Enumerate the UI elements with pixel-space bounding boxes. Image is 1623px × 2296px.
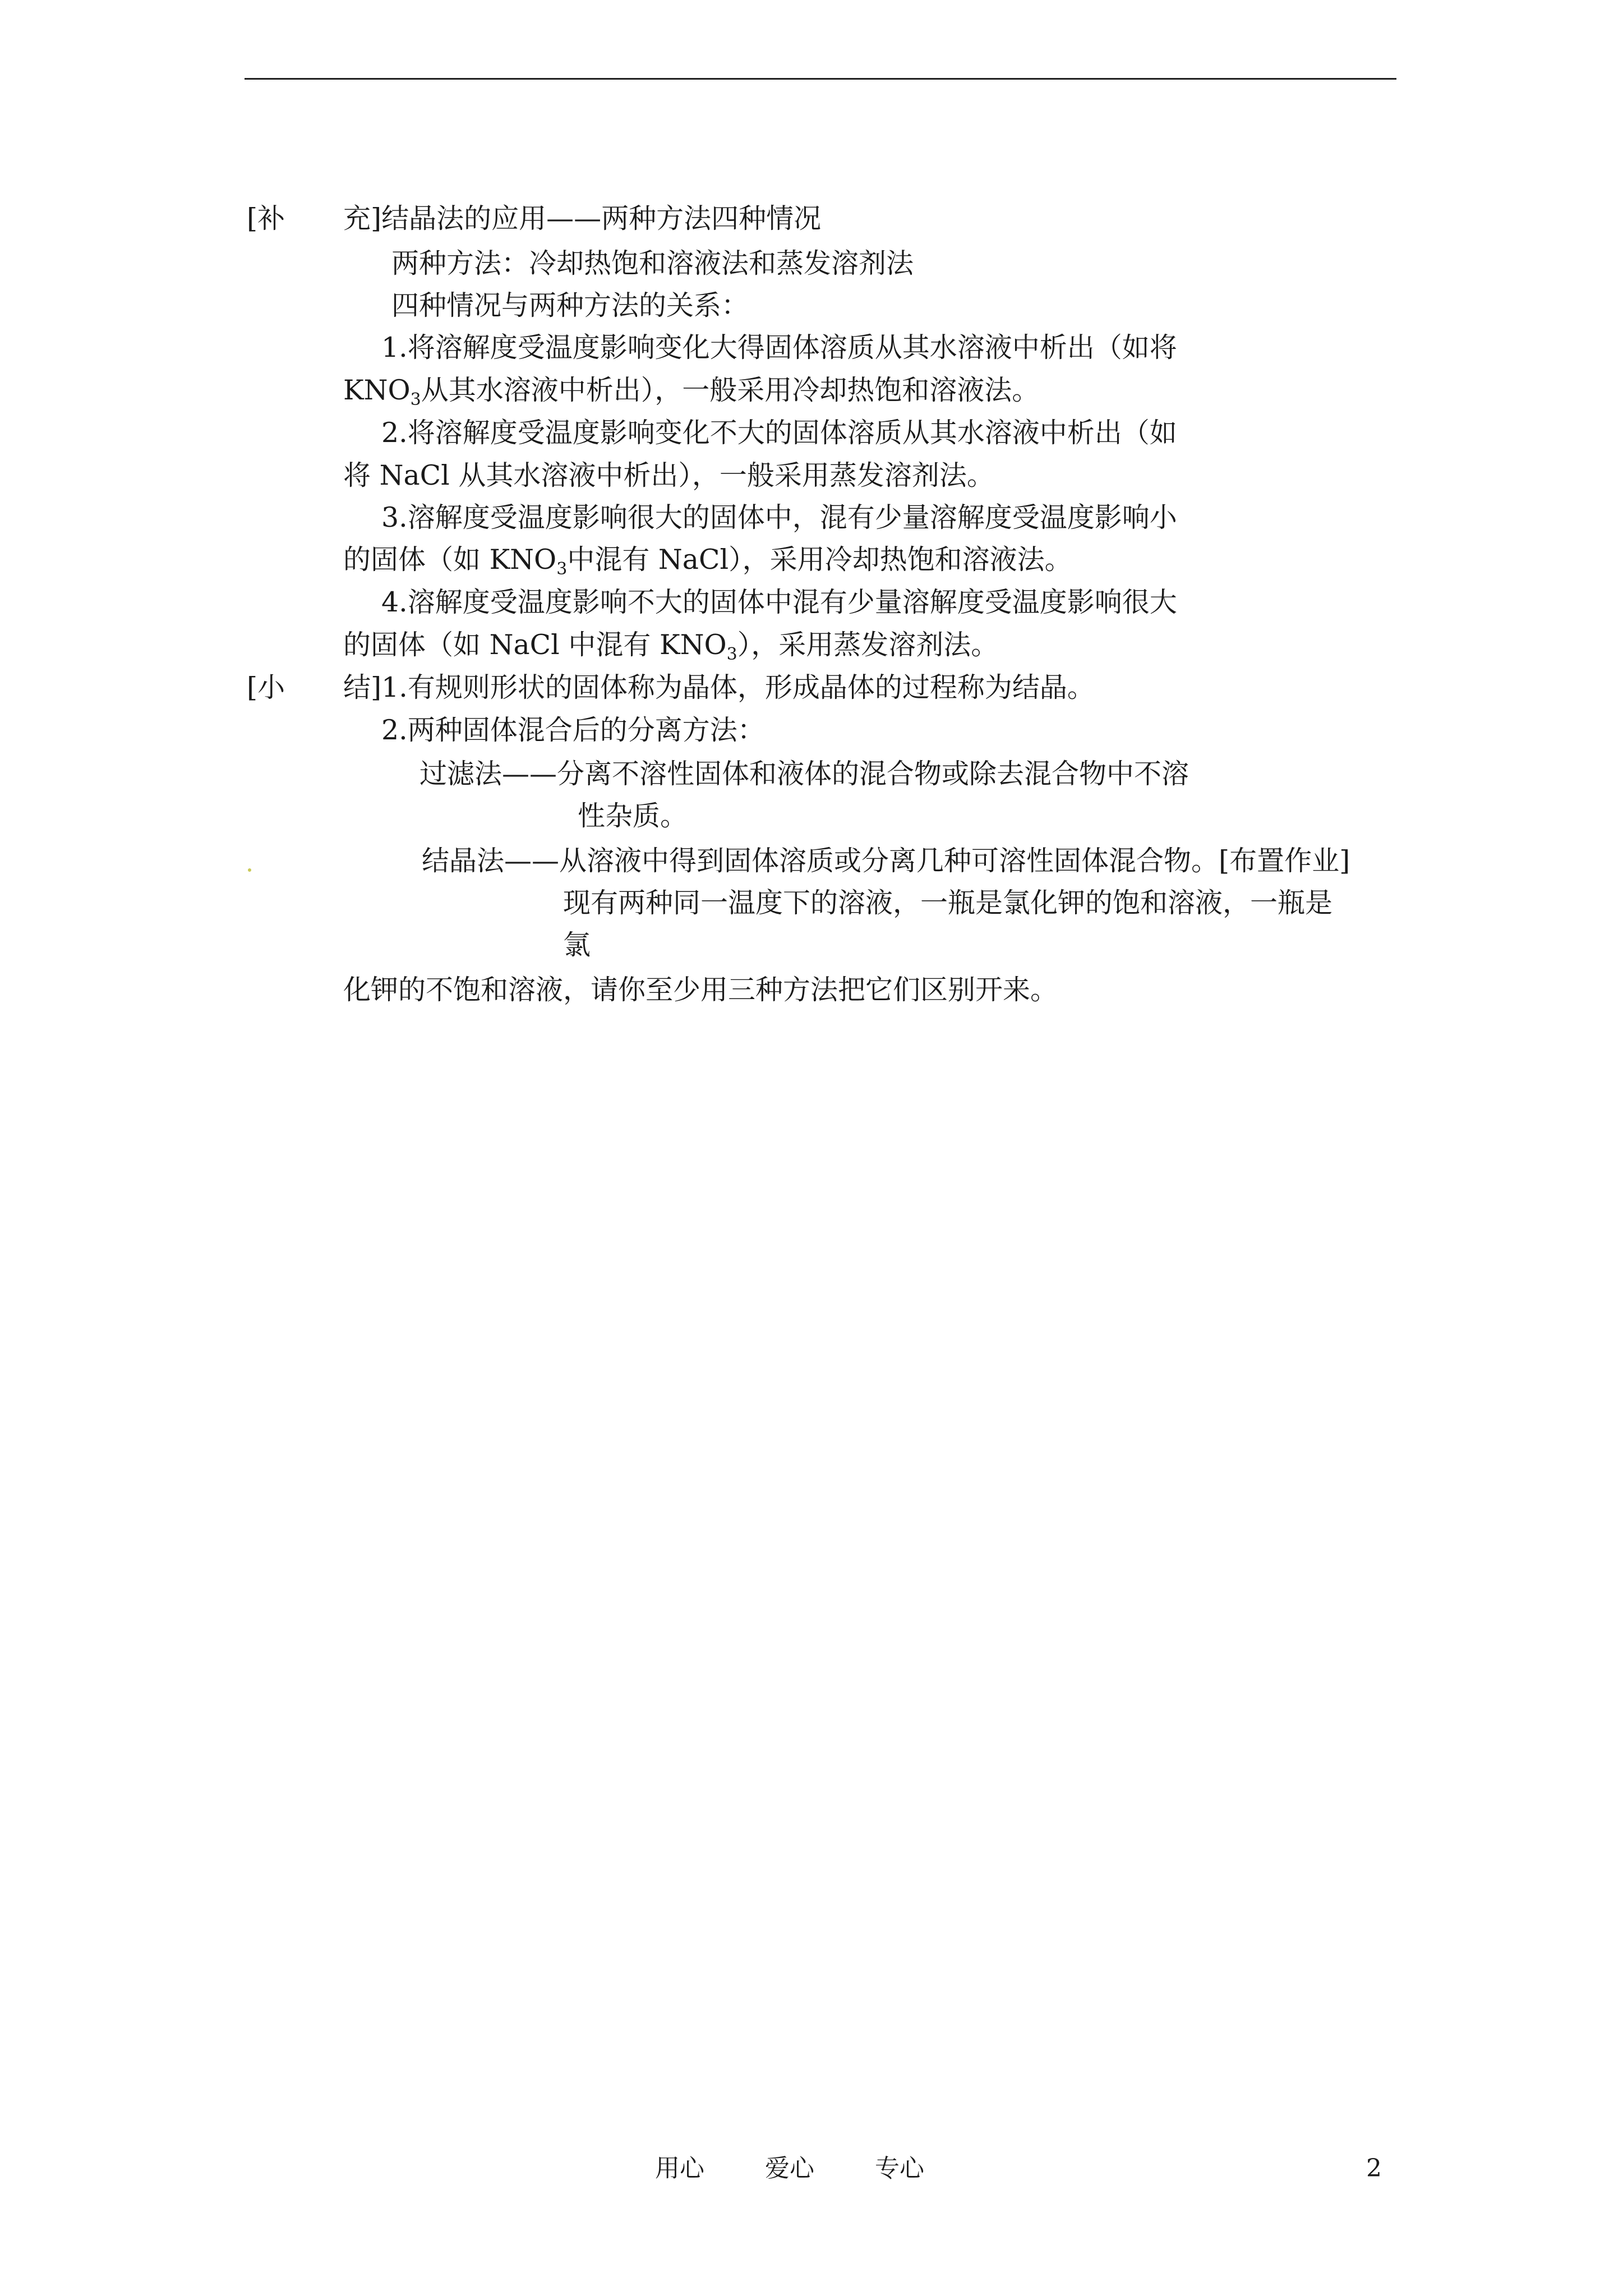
filtration-line-a: 过滤法——分离不溶性固体和液体的混合物或除去混合物中不溶: [419, 758, 1189, 790]
item1-line-a: 1.将溶解度受温度影响变化大得固体溶质从其水溶液中析出（如将: [381, 332, 1177, 364]
item1-line-b: [343, 374, 1039, 407]
supplement-tag-open: [补: [247, 203, 285, 234]
item4-line-a: 4.溶解度受温度影响不大的固体中混有少量溶解度受温度影响很大: [381, 586, 1177, 618]
supplement-tag-close: 充]: [343, 203, 382, 234]
subscript-3: 3: [410, 390, 421, 409]
item3-line-b-text: 中混有 NaCl），采用冷却热饱和溶液法。: [567, 544, 1072, 576]
footer-motto-1: 用心: [655, 2154, 704, 2183]
item1-line-b-text: 从其水溶液中析出），一般采用冷却热饱和溶液法。: [421, 374, 1040, 406]
item4-line-b: [343, 628, 998, 662]
item3-line-b-pre: 的固体（如 KNO: [343, 544, 557, 576]
footer-motto-2: 爱心: [765, 2154, 814, 2183]
page-number: 2: [1366, 2154, 1382, 2183]
item2-line-b: 将 NaCl 从其水溶液中析出），一般采用蒸发溶剂法。: [343, 459, 994, 491]
summary-point1-text: 1.有规则形状的固体称为晶体，形成晶体的过程称为结晶。: [381, 671, 1095, 703]
relation-title: 四种情况与两种方法的关系：: [391, 289, 749, 321]
item4-line-b-text: ），采用蒸发溶剂法。: [737, 629, 999, 661]
item3-line-a: 3.溶解度受温度影响很大的固体中，混有少量溶解度受温度影响小: [381, 501, 1177, 533]
item2-line-a: 2.将溶解度受温度影响变化不大的固体溶质从其水溶液中析出（如: [381, 417, 1177, 449]
subscript-3: 3: [556, 559, 568, 579]
supplement-heading-text: 结晶法的应用——两种方法四种情况: [381, 203, 822, 234]
scan-speck: [248, 868, 251, 872]
subscript-3: 3: [726, 645, 737, 664]
filtration-line-b: 性杂质。: [578, 800, 688, 832]
kno3-formula: KNO: [343, 374, 411, 406]
two-methods-line: 两种方法：冷却热饱和溶液法和蒸发溶剂法: [391, 247, 914, 279]
summary-tag-close: 结]: [343, 671, 382, 703]
supplement-heading: [343, 202, 821, 236]
item3-line-b: [343, 543, 1072, 577]
summary-tag-open: [小: [247, 671, 285, 703]
homework-line-b: 氯: [563, 929, 591, 961]
homework-line-a: 现有两种同一温度下的溶液，一瓶是氯化钾的饱和溶液，一瓶是: [563, 887, 1333, 919]
crystallization-line: 结晶法——从溶液中得到固体溶质或分离几种可溶性固体混合物。[布置作业]: [422, 845, 1350, 877]
summary-point2: 2.两种固体混合后的分离方法：: [381, 714, 765, 746]
summary-point1: [343, 671, 1095, 705]
homework-line-c: 化钾的不饱和溶液，请你至少用三种方法把它们区别开来。: [343, 974, 1058, 1006]
item4-line-b-pre: 的固体（如 NaCl 中混有 KNO: [343, 629, 727, 661]
footer-motto-3: 专心: [875, 2154, 924, 2183]
header-rule: [245, 78, 1396, 80]
